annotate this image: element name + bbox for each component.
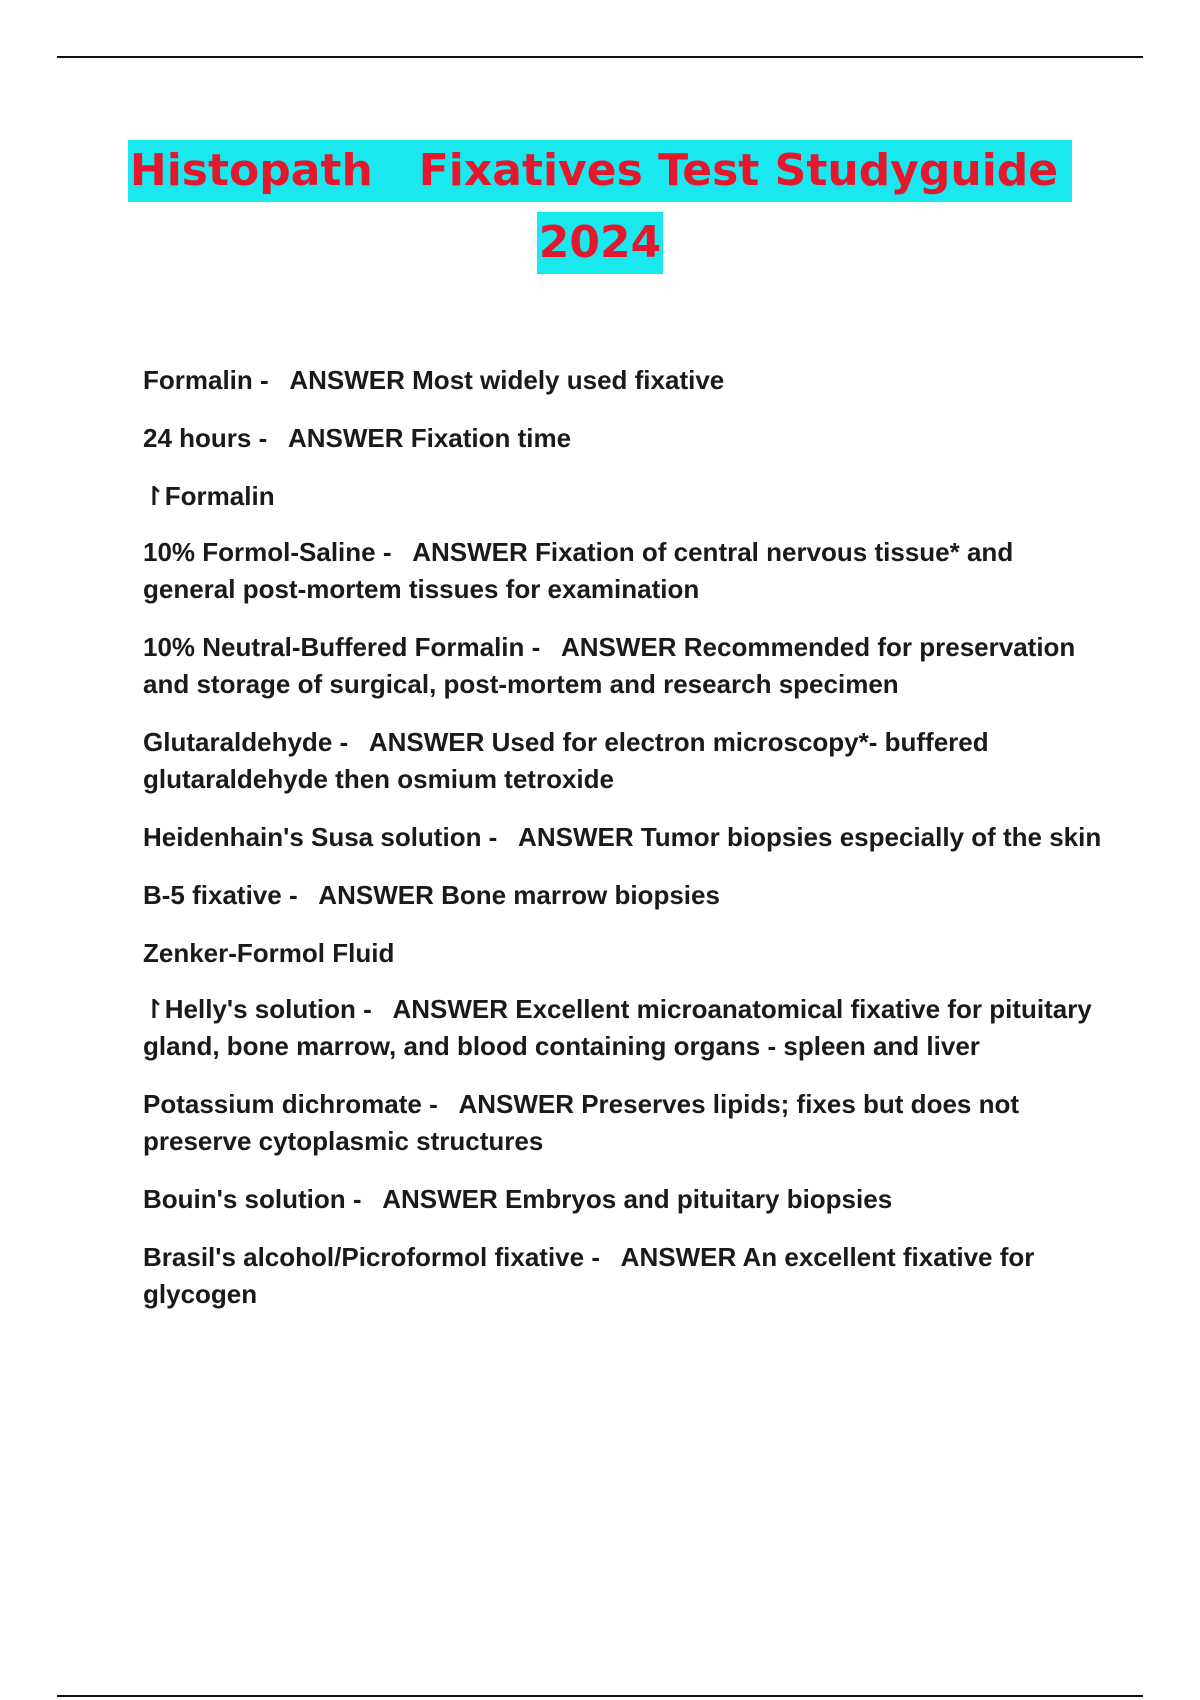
entry-hellys-solution: ↾Helly's solution - ANSWER Excellent microanatomical fixative for pituitary gland, bone marrow, and blood containing organs - spleen and liver bbox=[143, 994, 1100, 1061]
entry-b5-fixative: B-5 fixative - ANSWER Bone marrow biopsies bbox=[143, 880, 720, 910]
entry-neutral-buffered-formalin: 10% Neutral-Buffered Formalin - ANSWER Recommended for preservation and storage of surgical, post-mortem and research specimen bbox=[143, 632, 1083, 699]
document-title bbox=[0, 140, 1200, 274]
entry-brasils-alcohol: Brasil's alcohol/Picroformol fixative - ANSWER An excellent fixative for glycogen bbox=[143, 1242, 1042, 1309]
entry-formol-saline: 10% Formol-Saline - ANSWER Fixation of central nervous tissue* and general post-mortem tissues for examination bbox=[143, 537, 1021, 604]
bottom-rule bbox=[57, 1695, 1143, 1697]
top-rule bbox=[57, 56, 1143, 58]
entry-bouins-solution: Bouin's solution - ANSWER Embryos and pituitary biopsies bbox=[143, 1184, 893, 1214]
entry-formalin: Formalin - ANSWER Most widely used fixative bbox=[143, 365, 725, 395]
entry-zenker-formol: Zenker-Formol Fluid bbox=[143, 938, 395, 968]
title-line-2: 2024 bbox=[537, 212, 663, 274]
entry-24-hours: 24 hours - ANSWER Fixation time bbox=[143, 423, 572, 453]
entry-glutaraldehyde: Glutaraldehyde - ANSWER Used for electron microscopy*- buffered glutaraldehyde then osmium tetroxide bbox=[143, 727, 996, 794]
entry-list bbox=[143, 362, 1103, 1334]
entry-formalin-heading: ↾Formalin bbox=[143, 481, 275, 511]
entry-heidenhains-susa: Heidenhain's Susa solution - ANSWER Tumor biopsies especially of the skin bbox=[143, 822, 1102, 852]
entry-potassium-dichromate: Potassium dichromate - ANSWER Preserves lipids; fixes but does not preserve cytoplasmic structures bbox=[143, 1089, 1027, 1156]
title-line-1: Histopath Fixatives Test Studyguide bbox=[128, 140, 1072, 202]
